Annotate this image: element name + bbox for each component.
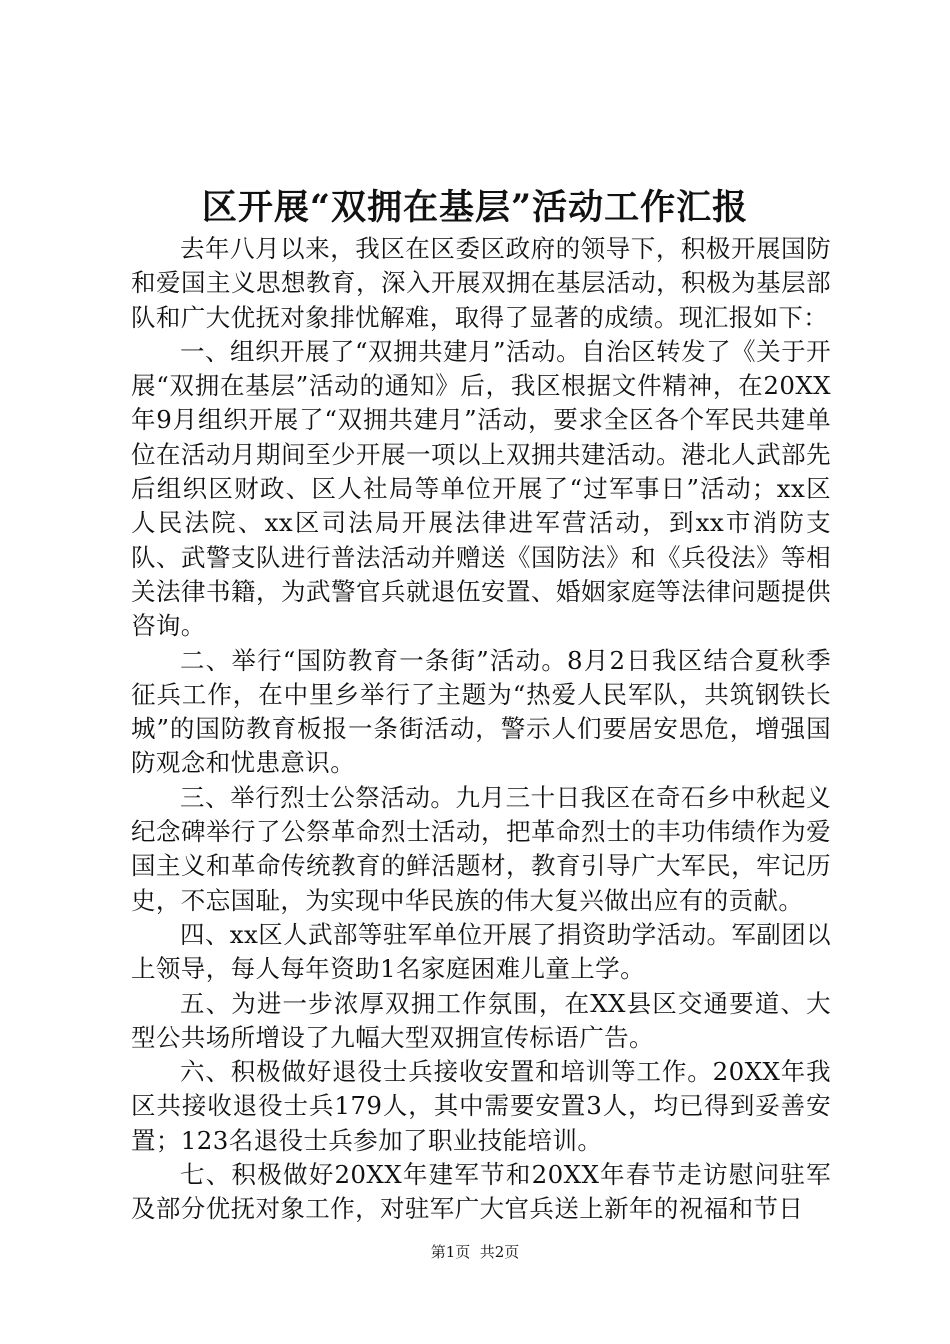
document-body: [131, 232, 831, 1227]
paragraph-item-1: 一、组织开展了“双拥共建月”活动。自治区转发了《关于开展“双拥在基层”活动的通知》后，我区根据文件精神，在20XX年9月组织开展了“双拥共建月”活动，要求全区各个军民共建单位在活动月期间至少开展一项以上双拥共建活动。港北人武部先后组织区财政、区人社局等单位开展了“过军事日”活动；xx区人民法院、xx区司法局开展法律进军营活动，到xx市消防支队、武警支队进行普法活动并赠送《国防法》和《兵役法》等相关法律书籍，为武警官兵就退伍安置、婚姻家庭等法律问题提供咨询。: [131, 336, 831, 641]
paragraph-item-2: 二、举行“国防教育一条街”活动。8月2日我区结合夏秋季征兵工作，在中里乡举行了主题为“热爱人民军队，共筑钢铁长城”的国防教育板报一条街活动，警示人们要居安思危，增强国防观念和忧患意识。: [131, 645, 831, 778]
page-number-footer: 第1页 共2页: [430, 1243, 520, 1261]
paragraph-item-5: 五、为进一步浓厚双拥工作氛围，在XX县区交通要道、大型公共场所增设了九幅大型双拥宣传标语广告。: [131, 988, 831, 1052]
paragraph-item-4: 四、xx区人武部等驻军单位开展了捐资助学活动。军副团以上领导，每人每年资助1名家庭困难儿童上学。: [131, 919, 831, 984]
paragraph-intro: 去年八月以来，我区在区委区政府的领导下，积极开展国防和爱国主义思想教育，深入开展双拥在基层活动，积极为基层部队和广大优抚对象排忧解难，取得了显著的成绩。现汇报如下：: [131, 234, 831, 332]
paragraph-item-6: 六、积极做好退役士兵接收安置和培训等工作。20XX年我区共接收退役士兵179人，其中需要安置3人，均已得到妥善安置；123名退役士兵参加了职业技能培训。: [131, 1057, 831, 1155]
paragraph-item-7: 七、积极做好20XX年建军节和20XX年春节走访慰问驻军及部分优抚对象工作，对驻军广大官兵送上新年的祝福和节日: [131, 1160, 831, 1224]
document-title: 区开展“双拥在基层”活动工作汇报: [201, 187, 749, 228]
paragraph-item-3: 三、举行烈士公祭活动。九月三十日我区在奇石乡中秋起义纪念碑举行了公祭革命烈士活动，把革命烈士的丰功伟绩作为爱国主义和革命传统教育的鲜活题材，教育引导广大军民，牢记历史，不忘国耻，为实现中华民族的伟大复兴做出应有的贡献。: [131, 782, 831, 915]
